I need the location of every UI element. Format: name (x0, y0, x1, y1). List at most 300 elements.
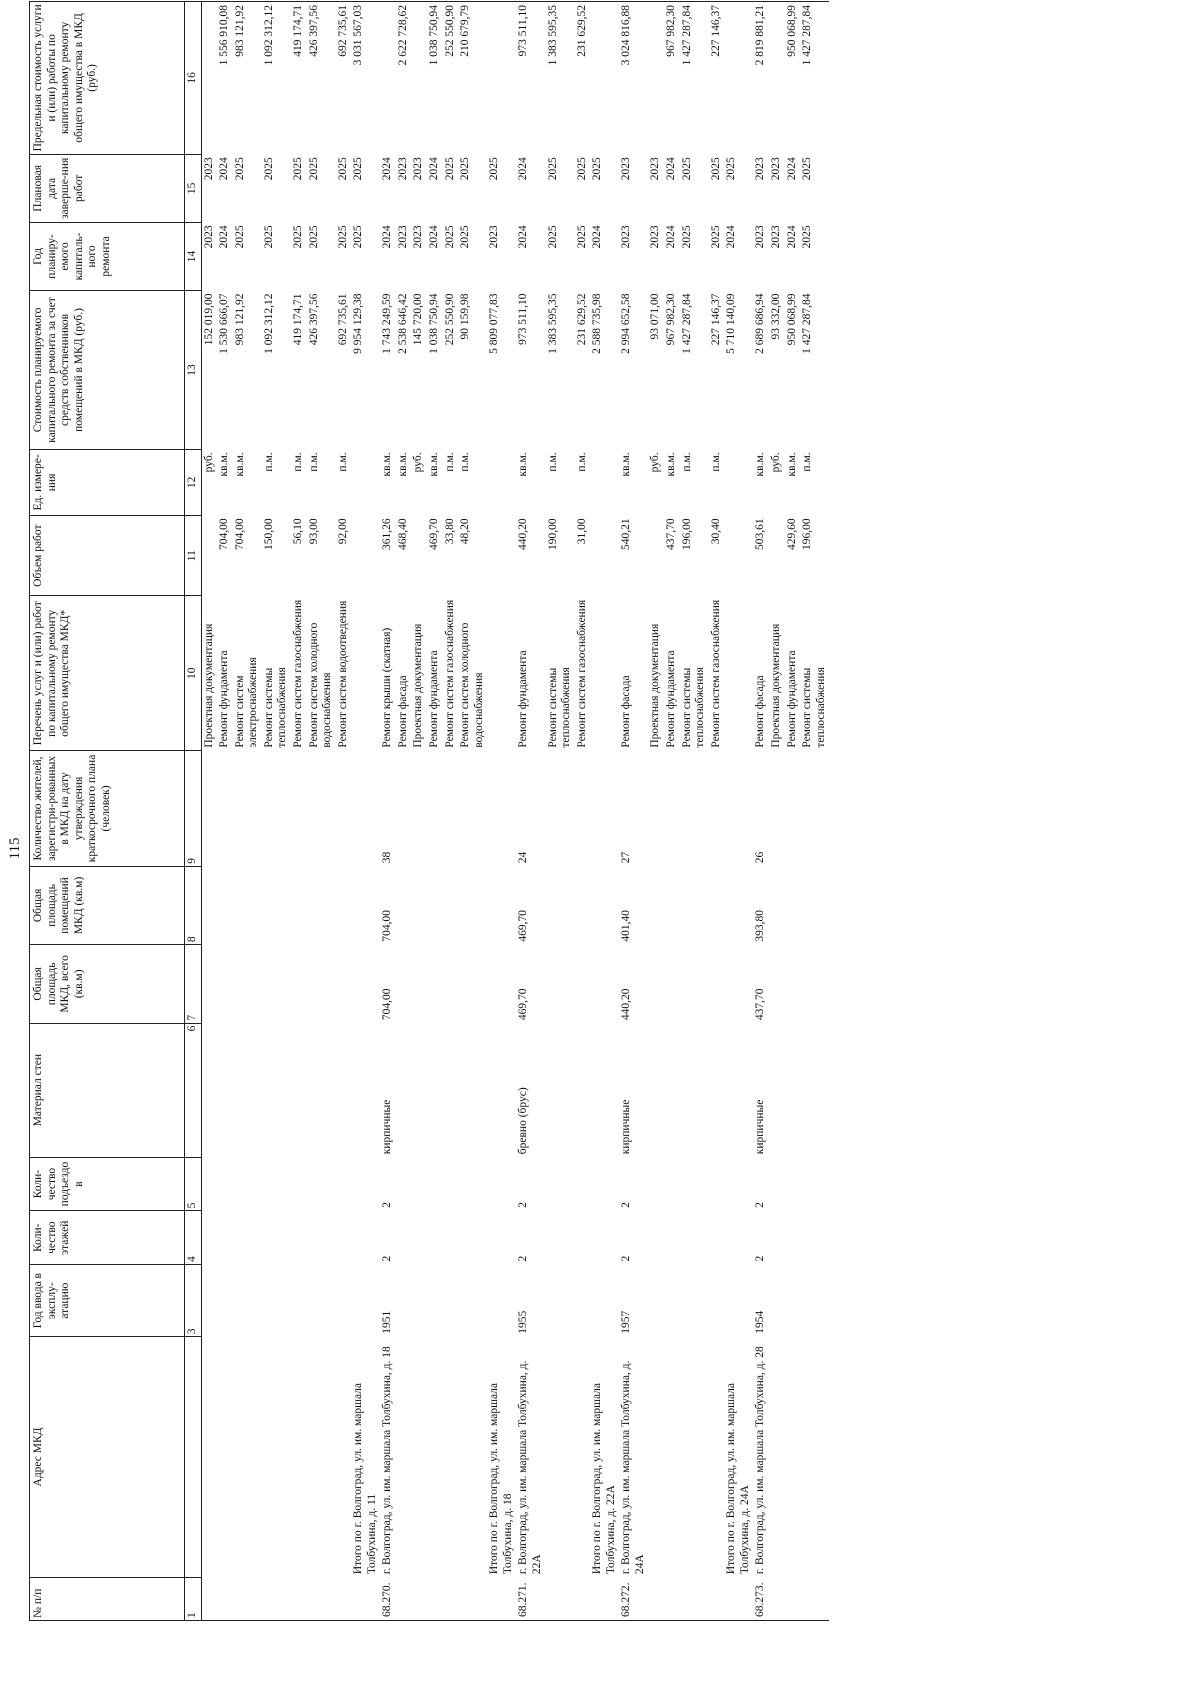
table-row (458, 2, 487, 1621)
work-volume-cell (201, 515, 217, 595)
max-cost-cell: 3 024 816,88 (619, 2, 648, 155)
max-cost-cell: 1 383 595,35 (546, 2, 575, 155)
repair-year-cell: 2023 (620, 225, 633, 249)
repair-year-cell: 2025 (546, 225, 559, 249)
row-number-cell (575, 1577, 591, 1620)
entrances-cell (709, 1157, 725, 1211)
planned-cost-cell: 93 071,00 (649, 293, 662, 340)
unit-cell: п.м. (336, 452, 349, 472)
table-row (664, 2, 680, 1621)
unit-cell (351, 449, 380, 515)
row-number-cell: 68.270. (380, 1577, 396, 1620)
premises-area-cell: 469,70 (517, 910, 530, 942)
premises-area-cell (233, 866, 262, 944)
premises-area-cell: 393,80 (754, 910, 767, 942)
work-volume-cell: 469,70 (428, 518, 440, 551)
max-cost-cell: 3 031 567,03 (351, 2, 380, 155)
wall-material-cell: кирпичные (620, 1099, 633, 1155)
work-type-cell: Ремонт фасада (396, 675, 409, 748)
work-type-cell: Ремонт системы теплоснабжения (546, 667, 573, 748)
wall-material-cell (351, 1023, 380, 1157)
header-cell: Перечень услуг и (или) работ по капитальному ремонту общего имущества МКД* (30, 596, 185, 751)
address-cell (458, 1337, 487, 1577)
unit-cell: п.м. (546, 452, 559, 472)
total-area-cell (458, 945, 487, 1023)
table-row (233, 2, 262, 1621)
repair-year-cell: 2023 (769, 225, 782, 249)
work-type-cell: Ремонт систем водоотведения (336, 600, 349, 748)
completion-year-cell: 2024 (381, 157, 394, 181)
residents-cell (769, 751, 785, 867)
floors-cell (427, 1211, 443, 1265)
work-type-cell: Проектная документация (202, 623, 215, 748)
repair-year-cell: 2024 (665, 225, 677, 249)
row-number-cell (217, 1577, 233, 1620)
table-row (648, 2, 664, 1621)
total-area-cell: 437,70 (754, 988, 767, 1021)
address-cell (396, 1337, 412, 1577)
total-area-cell (427, 945, 443, 1023)
premises-area-cell (648, 866, 664, 944)
year-built-cell: 1955 (517, 1310, 530, 1334)
completion-year-cell: 2024 (785, 157, 798, 181)
repair-year-cell: 2023 (412, 225, 425, 249)
total-row (590, 2, 619, 1621)
year-built-cell (291, 1265, 307, 1337)
premises-area-cell (443, 866, 459, 944)
work-volume-cell: 704,00 (233, 518, 246, 551)
total-area-cell (201, 945, 217, 1023)
address-cell (800, 1337, 829, 1577)
repair-year-cell: 2023 (754, 225, 767, 249)
address-cell (648, 1337, 664, 1577)
premises-area-cell (201, 866, 217, 944)
work-volume-cell: 437,70 (665, 518, 677, 551)
work-type-cell (351, 596, 380, 751)
address-cell (709, 1337, 725, 1577)
total-area-cell (396, 945, 412, 1023)
row-number-cell (336, 1577, 352, 1620)
max-cost-cell: 950 068,99 (785, 2, 801, 155)
residents-cell: 26 (754, 851, 767, 864)
completion-year-cell: 2023 (412, 157, 425, 181)
floors-cell (709, 1211, 725, 1265)
residents-cell: 38 (381, 851, 394, 864)
header-cell: Коли-чество этажей (30, 1211, 185, 1265)
planned-cost-cell: 90 159,98 (459, 293, 472, 340)
work-volume-cell: 503,61 (754, 518, 767, 551)
wall-material-cell (396, 1023, 412, 1157)
work-type-cell: Ремонт систем газоснабжения (291, 599, 304, 748)
floors-cell (233, 1211, 262, 1265)
entrances-cell (443, 1157, 459, 1211)
table-row (709, 2, 725, 1621)
max-cost-cell: 426 397,56 (307, 2, 336, 155)
column-number: 1 (185, 1577, 202, 1620)
max-cost-cell: 419 174,71 (291, 2, 307, 155)
max-cost-cell: 967 982,30 (664, 2, 680, 155)
wall-material-cell (546, 1023, 575, 1157)
row-number-cell (724, 1577, 753, 1620)
premises-area-cell (458, 866, 487, 944)
planned-cost-cell: 5 710 140,09 (725, 293, 738, 354)
residents-cell (427, 751, 443, 867)
wall-material-cell (769, 1023, 785, 1157)
table-row (201, 2, 217, 1621)
entrances-cell (546, 1157, 575, 1211)
entrances-cell: 2 (381, 1202, 394, 1208)
work-type-cell: Ремонт систем электроснабжения (233, 657, 260, 748)
address-cell (546, 1337, 575, 1577)
planned-cost-cell: 5 809 077,83 (488, 293, 501, 354)
premises-area-cell (307, 866, 336, 944)
table-row (680, 2, 709, 1621)
entrances-cell (590, 1157, 619, 1211)
unit-cell: руб. (769, 452, 782, 473)
row-number-cell (800, 1577, 829, 1620)
work-volume-cell: 93,00 (307, 518, 320, 545)
work-type-cell: Ремонт системы теплоснабжения (801, 667, 827, 748)
column-number: 15 (185, 154, 202, 222)
planned-cost-cell: 9 954 129,38 (352, 293, 365, 354)
completion-year-cell: 2025 (680, 157, 693, 181)
unit-cell: п.м. (680, 452, 693, 472)
address-cell: Итого по г. Волгоград, ул. им. маршала Толбухина, д. 18 (488, 1383, 514, 1575)
planned-cost-cell: 1 092 312,12 (262, 293, 275, 354)
total-area-cell (800, 945, 829, 1023)
total-area-cell: 440,20 (620, 988, 633, 1021)
table-row (769, 2, 785, 1621)
total-area-cell (336, 945, 352, 1023)
total-area-cell (769, 945, 785, 1023)
unit-cell (590, 449, 619, 515)
work-type-cell (724, 596, 753, 751)
completion-year-cell: 2024 (517, 157, 530, 181)
year-built-cell (336, 1265, 352, 1337)
table-row (516, 2, 545, 1621)
unit-cell: кв.м. (665, 452, 677, 477)
address-cell (291, 1337, 307, 1577)
residents-cell (307, 751, 336, 867)
table-row (427, 2, 443, 1621)
row-number-cell (201, 1577, 217, 1620)
address-cell (411, 1337, 427, 1577)
planned-cost-cell: 252 550,90 (443, 293, 456, 346)
entrances-cell: 2 (754, 1202, 767, 1208)
work-volume-cell (411, 515, 427, 595)
unit-cell: п.м. (575, 452, 588, 472)
planned-cost-cell: 1 530 666,07 (218, 293, 231, 354)
work-volume-cell: 30,40 (709, 518, 722, 545)
max-cost-cell: 1 038 750,94 (427, 2, 443, 155)
year-built-cell (201, 1265, 217, 1337)
repair-year-cell: 2025 (336, 225, 349, 249)
planned-cost-cell: 2 689 686,94 (754, 293, 767, 354)
entrances-cell (648, 1157, 664, 1211)
max-cost-cell: 231 629,52 (575, 2, 591, 155)
entrances-cell (458, 1157, 487, 1211)
floors-cell (443, 1211, 459, 1265)
residents-cell: 27 (620, 851, 633, 864)
max-cost-cell: 227 146,37 (709, 2, 725, 155)
work-volume-cell (351, 515, 380, 595)
wall-material-cell (201, 1023, 217, 1157)
table-row (262, 2, 291, 1621)
entrances-cell (396, 1157, 412, 1211)
repair-year-cell: 2025 (709, 225, 722, 249)
premises-area-cell (575, 866, 591, 944)
year-built-cell: 1951 (381, 1310, 394, 1334)
year-built-cell (680, 1265, 709, 1337)
address-cell: Итого по г. Волгоград, ул. им. маршала Толбухина, д. 11 (352, 1383, 378, 1575)
table-row (411, 2, 427, 1621)
repair-year-cell: 2025 (459, 225, 472, 249)
work-type-cell: Ремонт систем холодного водоснабжения (459, 622, 485, 748)
work-volume-cell: 429,60 (785, 518, 798, 551)
header-cell: Материал стен (30, 1023, 185, 1157)
work-volume-cell: 48,20 (459, 518, 472, 545)
floors-cell (458, 1211, 487, 1265)
residents-cell (680, 751, 709, 867)
table-row (546, 2, 575, 1621)
column-number: 6 (185, 1023, 202, 1157)
completion-year-cell: 2025 (443, 157, 456, 181)
max-cost-cell: 1 556 910,08 (217, 2, 233, 155)
year-built-cell (427, 1265, 443, 1337)
completion-year-cell: 2025 (546, 157, 559, 181)
floors-cell: 2 (754, 1255, 767, 1262)
address-cell: г. Волгоград, ул. им. маршала Толбухина, д. 28 (754, 1346, 767, 1575)
header-cell: Объем работ (30, 515, 185, 595)
year-built-cell (648, 1265, 664, 1337)
work-volume-cell (487, 515, 516, 595)
row-number-cell (262, 1577, 291, 1620)
wall-material-cell (217, 1023, 233, 1157)
work-volume-cell (769, 515, 785, 595)
planned-cost-cell: 227 146,37 (709, 293, 722, 346)
row-number-cell (396, 1577, 412, 1620)
address-cell (785, 1337, 801, 1577)
unit-cell: кв.м. (785, 452, 798, 477)
entrances-cell (336, 1157, 352, 1211)
unit-cell: кв.м. (218, 452, 231, 477)
total-area-cell (411, 945, 427, 1023)
premises-area-cell: 704,00 (381, 910, 394, 942)
completion-year-cell: 2025 (336, 157, 349, 181)
max-cost-cell: 692 735,61 (336, 2, 352, 155)
repair-year-cell: 2024 (517, 225, 530, 249)
wall-material-cell (262, 1023, 291, 1157)
year-built-cell (546, 1265, 575, 1337)
max-cost-cell (380, 2, 396, 155)
row-number-cell (590, 1577, 619, 1620)
planned-cost-cell: 967 982,30 (665, 293, 677, 346)
year-built-cell (724, 1265, 753, 1337)
table-row (785, 2, 801, 1621)
floors-cell (664, 1211, 680, 1265)
planned-cost-cell: 950 068,99 (785, 293, 798, 346)
residents-cell (217, 751, 233, 867)
wall-material-cell (724, 1023, 753, 1157)
residents-cell (546, 751, 575, 867)
max-cost-cell: 2 622 728,62 (396, 2, 412, 155)
entrances-cell (291, 1157, 307, 1211)
premises-area-cell (769, 866, 785, 944)
residents-cell (458, 751, 487, 867)
residents-cell (291, 751, 307, 867)
table-row (800, 2, 829, 1621)
work-volume-cell (724, 515, 753, 595)
completion-year-cell: 2023 (754, 157, 767, 181)
repair-year-cell: 2023 (396, 225, 409, 249)
table-row (307, 2, 336, 1621)
header-cell: Общая площадь помещений МКД (кв.м) (30, 866, 185, 944)
column-number: 10 (185, 596, 202, 751)
total-area-cell (291, 945, 307, 1023)
max-cost-cell (590, 2, 619, 155)
completion-year-cell: 2023 (202, 157, 215, 181)
column-number: 13 (185, 290, 202, 449)
completion-year-cell: 2025 (591, 157, 604, 181)
entrances-cell (664, 1157, 680, 1211)
wall-material-cell (575, 1023, 591, 1157)
total-area-cell (217, 945, 233, 1023)
floors-cell (217, 1211, 233, 1265)
premises-area-cell (411, 866, 427, 944)
header-cell: Предельная стоимость услуги и (или) работы по капитальному ремонту общего имущества в МКД (руб.) (30, 2, 185, 155)
address-cell: г. Волгоград, ул. им. маршала Толбухина, д. 18 (381, 1346, 394, 1575)
wall-material-cell: бревно (брус) (517, 1087, 530, 1155)
row-number-cell: 68.273. (753, 1577, 769, 1620)
row-number-cell (427, 1577, 443, 1620)
completion-year-cell: 2025 (801, 157, 814, 181)
repair-year-cell: 2025 (307, 225, 320, 249)
residents-cell (487, 751, 516, 867)
wall-material-cell (487, 1023, 516, 1157)
work-volume-cell: 56,10 (291, 518, 304, 545)
table-row (217, 2, 233, 1621)
planned-cost-cell: 1 427 287,84 (680, 293, 693, 354)
work-type-cell: Ремонт фасада (620, 675, 633, 748)
row-number-cell (648, 1577, 664, 1620)
header-cell: № п/п (30, 1577, 185, 1620)
work-volume-cell: 196,00 (801, 518, 814, 551)
row-number-cell (291, 1577, 307, 1620)
total-area-cell (262, 945, 291, 1023)
premises-area-cell: 401,40 (620, 910, 633, 942)
year-built-cell (575, 1265, 591, 1337)
year-built-cell (443, 1265, 459, 1337)
wall-material-cell (336, 1023, 352, 1157)
floors-cell (590, 1211, 619, 1265)
year-built-cell (709, 1265, 725, 1337)
unit-cell: п.м. (262, 452, 275, 472)
wall-material-cell (427, 1023, 443, 1157)
header-cell: Общая площадь МКД, всего (кв.м) (30, 945, 185, 1023)
entrances-cell (769, 1157, 785, 1211)
total-area-cell (487, 945, 516, 1023)
table-row (575, 2, 591, 1621)
entrances-cell (487, 1157, 516, 1211)
entrances-cell (351, 1157, 380, 1211)
max-cost-cell: 252 550,90 (443, 2, 459, 155)
header-row (30, 2, 185, 1621)
address-cell (769, 1337, 785, 1577)
max-cost-cell: 1 092 312,12 (262, 2, 291, 155)
header-cell: Ед. измере-ния (30, 449, 185, 515)
repair-year-cell: 2025 (801, 225, 814, 249)
completion-year-cell: 2025 (291, 157, 304, 181)
unit-cell: кв.м. (233, 452, 246, 477)
planned-cost-cell: 2 538 646,42 (396, 293, 409, 354)
max-cost-cell: 983 121,92 (233, 2, 262, 155)
repair-year-cell: 2025 (352, 225, 365, 249)
unit-cell: кв.м. (396, 452, 409, 477)
max-cost-cell (411, 2, 427, 155)
wall-material-cell (785, 1023, 801, 1157)
planned-cost-cell: 1 427 287,84 (801, 293, 814, 354)
row-number-cell: 68.271. (516, 1577, 545, 1620)
work-volume-cell: 468,40 (396, 518, 409, 551)
work-volume-cell: 540,21 (620, 518, 633, 551)
address-cell (233, 1337, 262, 1577)
wall-material-cell: кирпичные (754, 1099, 767, 1155)
unit-cell: кв.м. (754, 452, 767, 477)
repair-year-cell: 2025 (680, 225, 693, 249)
wall-material-cell (680, 1023, 709, 1157)
wall-material-cell (590, 1023, 619, 1157)
max-cost-cell: 2 819 881,21 (753, 2, 769, 155)
residents-cell (800, 751, 829, 867)
floors-cell: 2 (620, 1255, 633, 1262)
total-area-cell (664, 945, 680, 1023)
repair-year-cell: 2024 (218, 225, 231, 249)
premises-area-cell (487, 866, 516, 944)
year-built-cell (664, 1265, 680, 1337)
floors-cell (769, 1211, 785, 1265)
total-area-cell (648, 945, 664, 1023)
total-area-cell: 704,00 (381, 988, 394, 1021)
wall-material-cell (443, 1023, 459, 1157)
work-volume-cell (590, 515, 619, 595)
entrances-cell (785, 1157, 801, 1211)
floors-cell (487, 1211, 516, 1265)
max-cost-cell (724, 2, 753, 155)
header-cell: Год ввода в эксплу-атацию (30, 1265, 185, 1337)
unit-cell: п.м. (443, 452, 456, 472)
completion-year-cell: 2025 (262, 157, 275, 181)
total-area-cell (709, 945, 725, 1023)
work-volume-cell: 150,00 (262, 518, 275, 551)
wall-material-cell (291, 1023, 307, 1157)
residents-cell (785, 751, 801, 867)
planned-cost-cell: 692 735,61 (336, 293, 349, 346)
address-cell (201, 1337, 217, 1577)
work-type-cell: Ремонт системы теплоснабжения (262, 667, 289, 748)
row-number-cell (443, 1577, 459, 1620)
row-number-cell (664, 1577, 680, 1620)
planned-cost-cell: 426 397,56 (307, 293, 320, 346)
max-cost-cell (487, 2, 516, 155)
column-number: 16 (185, 2, 202, 155)
address-cell (575, 1337, 591, 1577)
header-cell: Плановая дата заверше-ния работ (30, 154, 185, 222)
entrances-cell (411, 1157, 427, 1211)
unit-cell: руб. (649, 452, 662, 473)
year-built-cell (307, 1265, 336, 1337)
planned-cost-cell: 2 588 735,98 (591, 293, 604, 354)
table-row (336, 2, 352, 1621)
